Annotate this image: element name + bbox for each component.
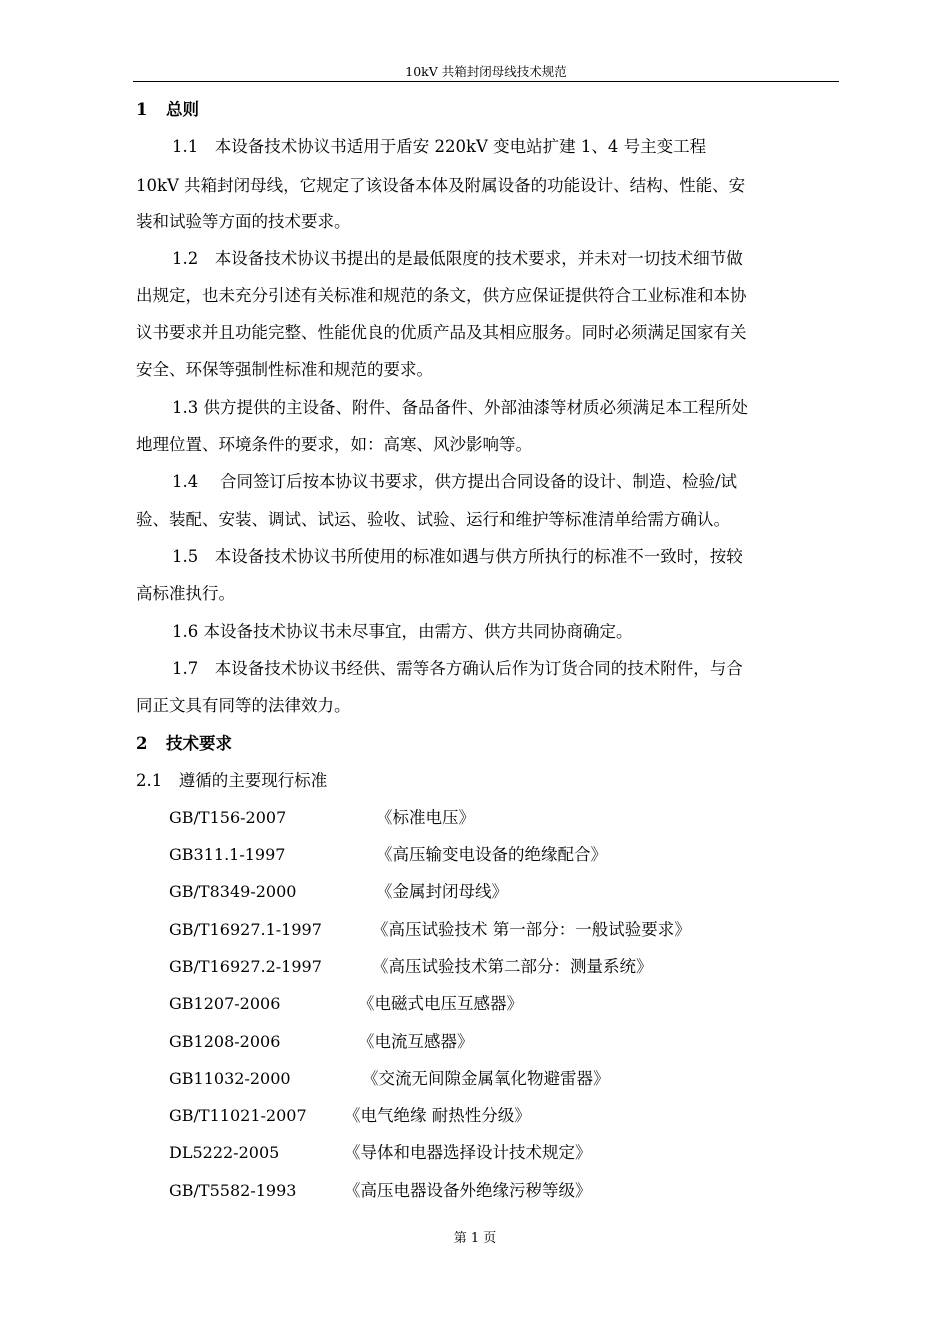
standard-title: 《标准电压》 bbox=[376, 808, 475, 827]
section-title: 总则 bbox=[166, 100, 199, 119]
page-number: 第 1 页 bbox=[453, 1231, 497, 1246]
standard-title: 《电气绝缘 耐热性分级》 bbox=[344, 1106, 531, 1125]
paragraph-line: 1.7 本设备技术协议书经供、需等各方确认后作为订货合同的技术附件，与合 bbox=[172, 659, 743, 678]
standard-title: 《高压输变电设备的绝缘配合》 bbox=[376, 845, 607, 864]
paragraph-line: 装和试验等方面的技术要求。 bbox=[136, 212, 351, 231]
paragraph-line: 地理位置、环境条件的要求，如：高寒、风沙影响等。 bbox=[136, 435, 532, 454]
standard-title: 《导体和电器选择设计技术规定》 bbox=[344, 1143, 592, 1162]
standard-code: GB311.1-1997 bbox=[169, 845, 286, 864]
paragraph-line: 议书要求并且功能完整、性能优良的优质产品及其相应服务。同时必须满足国家有关 bbox=[136, 323, 747, 342]
paragraph-line: 高标准执行。 bbox=[136, 584, 235, 603]
standard-title: 《高压电器设备外绝缘污秽等级》 bbox=[344, 1181, 592, 1200]
standard-code: GB/T11021-2007 bbox=[169, 1106, 307, 1125]
page-header: 10kV 共箱封闭母线技术规范 bbox=[405, 64, 567, 79]
section-number: 1 bbox=[136, 100, 148, 119]
paragraph-line: 1.4 合同签订后按本协议书要求，供方提出合同设备的设计、制造、检验/试 bbox=[172, 472, 738, 491]
standard-code: GB/T16927.2-1997 bbox=[169, 957, 322, 976]
standard-title: 《高压试验技术 第一部分：一般试验要求》 bbox=[372, 920, 691, 939]
paragraph-line: 1.6 本设备技术协议书未尽事宜，由需方、供方共同协商确定。 bbox=[172, 622, 633, 641]
standard-title: 《电磁式电压互感器》 bbox=[358, 994, 523, 1013]
standard-code: GB/T16927.1-1997 bbox=[169, 920, 322, 939]
paragraph-line: 验、装配、安装、调试、试运、验收、试验、运行和维护等标准清单给需方确认。 bbox=[136, 510, 730, 529]
standard-code: GB1208-2006 bbox=[169, 1032, 281, 1051]
standard-code: GB/T5582-1993 bbox=[169, 1181, 297, 1200]
paragraph-line: 安全、环保等强制性标准和规范的要求。 bbox=[136, 360, 433, 379]
standard-code: GB/T156-2007 bbox=[169, 808, 287, 827]
standard-code: GB/T8349-2000 bbox=[169, 882, 297, 901]
paragraph-line: 1.5 本设备技术协议书所使用的标准如遇与供方所执行的标准不一致时，按较 bbox=[172, 547, 743, 566]
section-title: 技术要求 bbox=[166, 734, 232, 753]
paragraph-line: 1.1 本设备技术协议书适用于盾安 220kV 变电站扩建 1、4 号主变工程 bbox=[172, 137, 707, 156]
subsection-heading: 2.1 遵循的主要现行标准 bbox=[136, 771, 328, 790]
paragraph-line: 同正文具有同等的法律效力。 bbox=[136, 696, 351, 715]
standard-code: GB11032-2000 bbox=[169, 1069, 291, 1088]
section-2-heading bbox=[136, 732, 232, 756]
standard-title: 《电流互感器》 bbox=[358, 1032, 474, 1051]
section-1-heading bbox=[136, 98, 199, 122]
standard-title: 《交流无间隙金属氧化物避雷器》 bbox=[362, 1069, 610, 1088]
header-rule bbox=[133, 81, 839, 82]
paragraph-line: 10kV 共箱封闭母线，它规定了该设备本体及附属设备的功能设计、结构、性能、安 bbox=[136, 176, 746, 195]
paragraph-line: 1.3 供方提供的主设备、附件、备品备件、外部油漆等材质必须满足本工程所处 bbox=[172, 398, 748, 417]
paragraph-line: 1.2 本设备技术协议书提出的是最低限度的技术要求，并未对一切技术细节做 bbox=[172, 249, 743, 268]
paragraph-line: 出规定，也未充分引述有关标准和规范的条文，供方应保证提供符合工业标准和本协 bbox=[136, 286, 747, 305]
standard-title: 《高压试验技术第二部分：测量系统》 bbox=[372, 957, 653, 976]
section-number: 2 bbox=[136, 734, 148, 753]
standard-code: DL5222-2005 bbox=[169, 1143, 280, 1162]
standard-title: 《金属封闭母线》 bbox=[376, 882, 508, 901]
standard-code: GB1207-2006 bbox=[169, 994, 281, 1013]
